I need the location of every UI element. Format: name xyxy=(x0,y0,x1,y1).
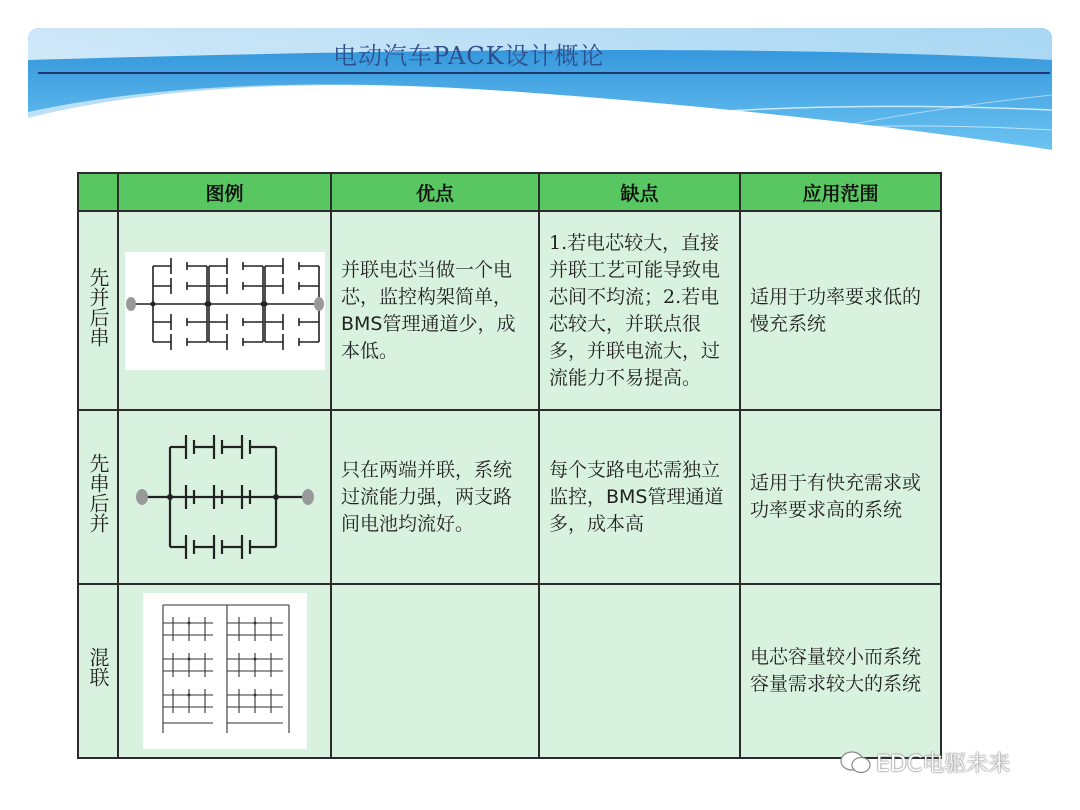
header-legend: 图例 xyxy=(118,173,331,211)
table-header-row xyxy=(78,173,941,211)
diagram-cell xyxy=(118,584,331,758)
comparison-table xyxy=(77,172,942,759)
parallel-then-series-diagram xyxy=(125,252,325,370)
row-label: 混联 xyxy=(86,647,110,687)
advantages-cell: 只在两端并联，系统过流能力强，两支路间电池均流好。 xyxy=(331,410,539,584)
disadvantages-cell: 1.若电芯较大，直接并联工艺可能导致电芯间不均流；2.若电芯较大，并联点很多，并联电流大，过流能力不易提高。 xyxy=(539,211,740,410)
row-label: 先并后串 xyxy=(86,266,110,347)
diagram-cell xyxy=(118,211,331,410)
header-disadvantages: 缺点 xyxy=(539,173,740,211)
header-application: 应用范围 xyxy=(740,173,941,211)
table-row xyxy=(78,584,941,758)
diagram-cell xyxy=(118,410,331,584)
application-cell: 适用于有快充需求或功率要求高的系统 xyxy=(740,410,941,584)
disadvantages-cell: 每个支路电芯需独立监控，BMS管理通道多，成本高 xyxy=(539,410,740,584)
application-cell: 适用于功率要求低的慢充系统 xyxy=(740,211,941,410)
watermark-text: EDC电驱未来 xyxy=(876,752,1011,777)
table-row xyxy=(78,211,941,410)
row-label-cell xyxy=(78,584,118,758)
application-cell: 电芯容量较小而系统容量需求较大的系统 xyxy=(740,584,941,758)
advantages-cell: 并联电芯当做一个电芯，监控构架简单，BMS管理通道少，成本低。 xyxy=(331,211,539,410)
row-label-cell xyxy=(78,211,118,410)
header-wave-background xyxy=(0,0,1080,200)
hybrid-connection-diagram xyxy=(143,593,307,749)
header-advantages: 优点 xyxy=(331,173,539,211)
table-row xyxy=(78,410,941,584)
title-divider xyxy=(38,72,1050,74)
slide-title: 电动汽车PACK设计概论 xyxy=(333,42,605,70)
series-then-parallel-diagram xyxy=(130,427,320,567)
advantages-cell xyxy=(331,584,539,758)
disadvantages-cell xyxy=(539,584,740,758)
row-label: 先串后并 xyxy=(86,453,110,533)
header-corner xyxy=(78,173,118,211)
row-label-cell xyxy=(78,410,118,584)
wechat-icon xyxy=(840,750,872,776)
